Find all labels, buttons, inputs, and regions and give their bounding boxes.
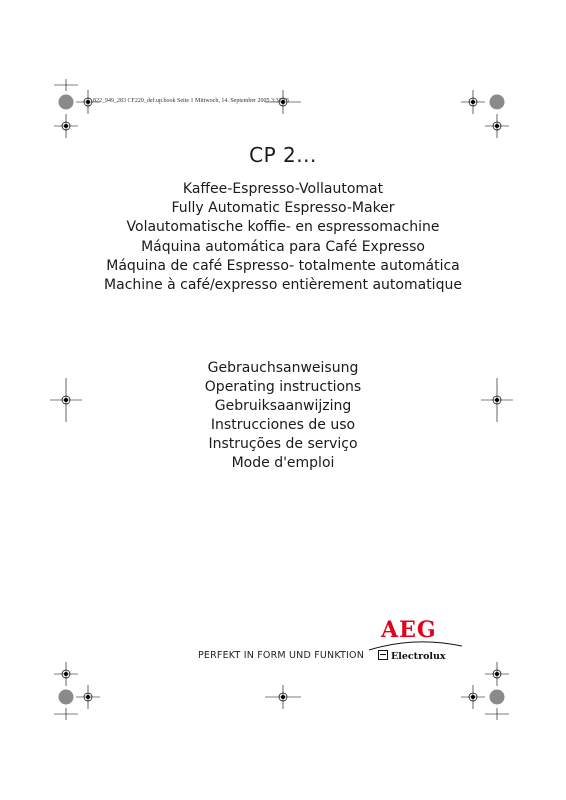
- product-titles: [0, 180, 566, 295]
- registration-circle-top-left: [59, 95, 74, 110]
- instruction-title-pt: Instruções de serviço: [208, 436, 358, 452]
- crosshair-bottom-right-lower: [485, 708, 509, 720]
- electrolux-logo-text: Electrolux: [391, 651, 446, 662]
- aeg-logo: AEG: [381, 617, 437, 643]
- crosshair-bottom-left-upper: [54, 662, 78, 686]
- product-title-fr: Machine à café/expresso entièrement automatique: [104, 277, 462, 294]
- model-number: CP 2...: [249, 143, 317, 167]
- brand-slogan: PERFEKT IN FORM UND FUNKTION: [198, 650, 365, 661]
- product-title-es: Máquina automática para Café Expresso: [141, 238, 425, 255]
- electrolux-logo: [378, 650, 446, 662]
- crosshair-top-left-lower: [54, 114, 78, 138]
- crosshair-bottom-right-upper: [485, 662, 509, 686]
- print-info-line: 822_949_283 CF220_def.up.book Seite 1 Mittwoch, 14. September 2005 3:32 15: [93, 98, 290, 104]
- instruction-title-es: Instrucciones de uso: [210, 417, 356, 433]
- crosshair-top-right: [461, 90, 485, 114]
- instruction-title-nl: Gebruiksaanwijzing: [214, 398, 352, 414]
- crosshair-top-right-lower: [485, 114, 509, 138]
- product-title-en: Fully Automatic Espresso-Maker: [171, 200, 395, 217]
- crosshair-bottom-center: [265, 685, 301, 709]
- crosshair-bottom-left: [76, 685, 100, 709]
- registration-circle-bottom-left: [59, 690, 74, 705]
- product-title-pt: Máquina de café Espresso- totalmente automática: [106, 257, 460, 274]
- instruction-title-en: Operating instructions: [204, 379, 362, 395]
- electrolux-mark-icon: [378, 650, 388, 660]
- instruction-titles: [0, 359, 566, 473]
- crosshair-bottom-right: [461, 685, 485, 709]
- electrolux-swoosh: [369, 642, 462, 650]
- instruction-title-fr: Mode d'emploi: [231, 455, 335, 471]
- instruction-title-de: Gebrauchsanweisung: [207, 360, 359, 376]
- crosshair-bottom-left-lower: [54, 708, 78, 720]
- registration-circle-bottom-right: [490, 690, 505, 705]
- product-title-nl: Volautomatische koffie- en espressomachine: [126, 219, 440, 236]
- registration-circle-top-right: [490, 95, 505, 110]
- product-title-de: Kaffee-Espresso-Vollautomat: [182, 181, 384, 197]
- crosshair-top-left-upper: [54, 79, 78, 91]
